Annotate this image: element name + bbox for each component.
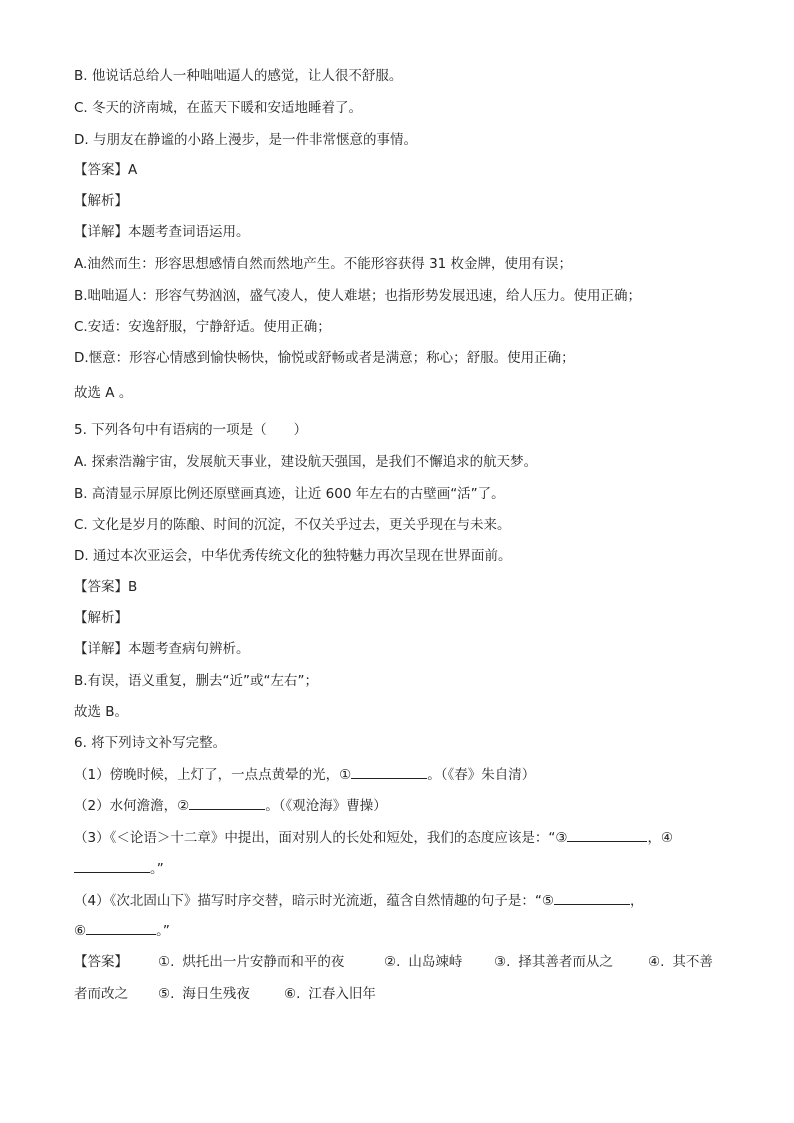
- q4-option-c: C. 冬天的济南城，在蓝天下暖和安适地睡着了。: [74, 100, 363, 116]
- q6-blank-4[interactable]: [74, 858, 150, 873]
- q5-note-b: B.有误，语义重复，删去“近”或“左右”；: [74, 673, 319, 689]
- q6-blank-1[interactable]: [351, 764, 427, 779]
- q5-option-b: B. 高清显示屏原比例还原壁画真迹，让近 600 年左右的古壁画“活”了。: [74, 486, 505, 502]
- q6-item-3-prefix: （3）《＜论语＞十二章》中提出，面对别人的长处和短处，我们的态度应该是：“③: [74, 830, 568, 846]
- q6-item-1-prefix: （1）傍晚时候，上灯了，一点点黄晕的光，①: [74, 767, 352, 783]
- q4-note-b: B.咄咄逼人：形容气势汹汹，盛气凌人，使人难堪；也指形势发展迅速，给人压力。使用正确；: [74, 288, 642, 304]
- q6-blank-3[interactable]: [567, 827, 647, 842]
- q6-blank-6[interactable]: [86, 920, 156, 935]
- q6-item-2-prefix: （2）水何澹澹，②: [74, 798, 190, 814]
- q5-analysis-heading: 【解析】: [74, 610, 128, 626]
- q5-detail-heading: 【详解】本题考查病句辨析。: [74, 641, 250, 657]
- q6-blank-5[interactable]: [554, 890, 630, 905]
- q6-item-4-prefix: （4）《次北固山下》描写时序交替，暗示时光流逝，蕴含自然情趣的句子是：“⑤: [74, 893, 554, 909]
- q5-answer: 【答案】B: [74, 579, 138, 595]
- q5-option-d: D. 通过本次亚运会，中华优秀传统文化的独特魅力再次呈现在世界面前。: [74, 548, 512, 564]
- q6-item-4-suffix: 。”: [156, 923, 170, 939]
- q6-item-4-line2-prefix: ⑥: [74, 923, 87, 939]
- q5-option-a: A. 探索浩瀚宇宙，发展航天事业，建设航天强国，是我们不懈追求的航天梦。: [74, 454, 538, 470]
- q6-item-3: [74, 827, 734, 848]
- q4-note-a: A.油然而生：形容思想感情自然而然地产生。不能形容获得 31 枚金牌，使用有误；: [74, 256, 573, 272]
- q6-item-4: [74, 890, 734, 911]
- q5-choose: 故选 B。: [74, 704, 129, 720]
- q4-detail-heading: 【详解】本题考查词语运用。: [74, 224, 250, 240]
- q6-answer-6: ⑥. 江春入旧年: [284, 986, 376, 1002]
- q6-answer-5: ⑤. 海日生残夜: [158, 986, 250, 1002]
- q4-note-d: D.惬意：形容心情感到愉快畅快，愉悦或舒畅或者是满意；称心；舒服。使用正确；: [74, 350, 575, 366]
- q4-answer: 【答案】A: [74, 162, 138, 178]
- q6-answer-row-2: [74, 984, 734, 1004]
- q6-item-2: [74, 795, 734, 816]
- q6-item-3-suffix: 。”: [150, 861, 164, 877]
- q4-note-c: C.安适：安逸舒服，宁静舒适。使用正确；: [74, 319, 331, 335]
- q6-stem: 6. 将下列诗文补写完整。: [74, 735, 227, 751]
- q6-answer-3: ③. 择其善者而从之: [494, 954, 613, 970]
- q6-item-2-suffix: 。（《观沧海》曹操）: [265, 798, 387, 814]
- q5-option-c: C. 文化是岁月的陈酿、时间的沉淀，不仅关乎过去，更关乎现在与未来。: [74, 517, 511, 533]
- q6-answer-4: ④. 其不善: [648, 954, 713, 970]
- q6-answer-label: 【答案】: [74, 954, 128, 970]
- q6-answer-row-1: [74, 952, 734, 972]
- q6-blank-2[interactable]: [189, 795, 265, 810]
- q5-stem: 5. 下列各句中有语病的一项是（ ）: [74, 422, 308, 438]
- q6-answer-1: ①. 烘托出一片安静而和平的夜: [158, 954, 345, 970]
- q4-option-d: D. 与朋友在静谧的小路上漫步，是一件非常惬意的事情。: [74, 132, 417, 148]
- q6-answer-2: ②. 山岛竦峙: [384, 954, 463, 970]
- q6-item-3-continued: [74, 858, 734, 879]
- q4-analysis-heading: 【解析】: [74, 193, 128, 209]
- q6-item-3-middle: ，④: [647, 830, 674, 846]
- q4-choose: 故选 A 。: [74, 385, 133, 401]
- q4-option-b: B. 他说话总给人一种咄咄逼人的感觉，让人很不舒服。: [74, 68, 403, 84]
- q6-item-1-suffix: 。（《春》朱自清）: [427, 767, 536, 783]
- q6-answer-4-continued: 者而改之: [74, 986, 128, 1002]
- q6-item-4-middle: ，: [629, 893, 644, 909]
- q6-item-1: [74, 764, 734, 785]
- q6-item-4-continued: [74, 920, 734, 941]
